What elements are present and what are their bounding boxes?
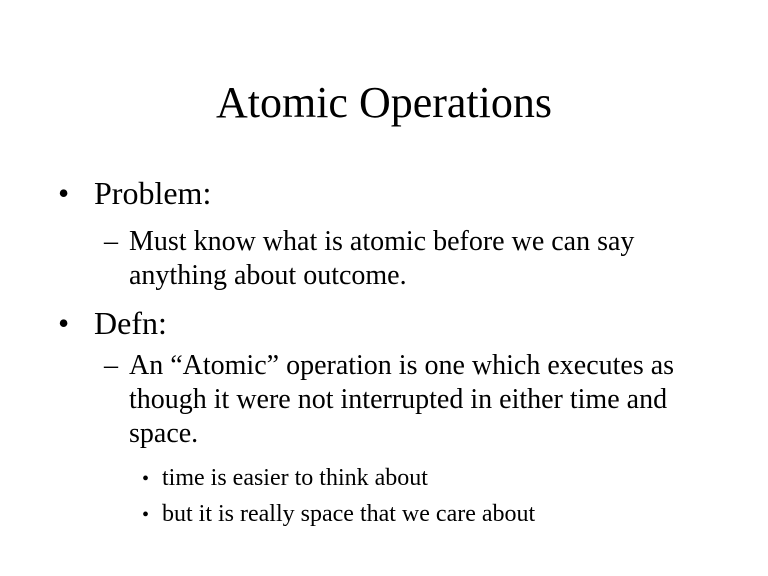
dash-marker: – [104, 226, 118, 257]
subbullet-must-know [104, 225, 704, 293]
slide-title: Atomic Operations [215, 78, 553, 127]
subsubbullet-text: but it is really space that we care about [162, 501, 536, 527]
subbullet-text: An “Atomic” operation is one which executes as though it were not interrupted in either time and space. [129, 350, 675, 449]
small-bullet-marker: • [142, 504, 150, 526]
bullet-text: Defn: [94, 305, 167, 341]
bullet-marker: • [58, 305, 70, 341]
subbullet-atomic-definition [104, 349, 704, 451]
small-bullet-marker: • [142, 468, 150, 490]
bullet-defn [58, 305, 167, 341]
bullet-problem [58, 175, 211, 211]
subbullet-text: Must know what is atomic before we can say anything about outcome. [129, 226, 635, 291]
subsubbullet-time [142, 464, 428, 493]
subsubbullet-space [142, 500, 535, 529]
bullet-text: Problem: [94, 175, 212, 211]
subsubbullet-text: time is easier to think about [162, 465, 428, 491]
dash-marker: – [104, 350, 118, 381]
bullet-marker: • [58, 175, 70, 211]
